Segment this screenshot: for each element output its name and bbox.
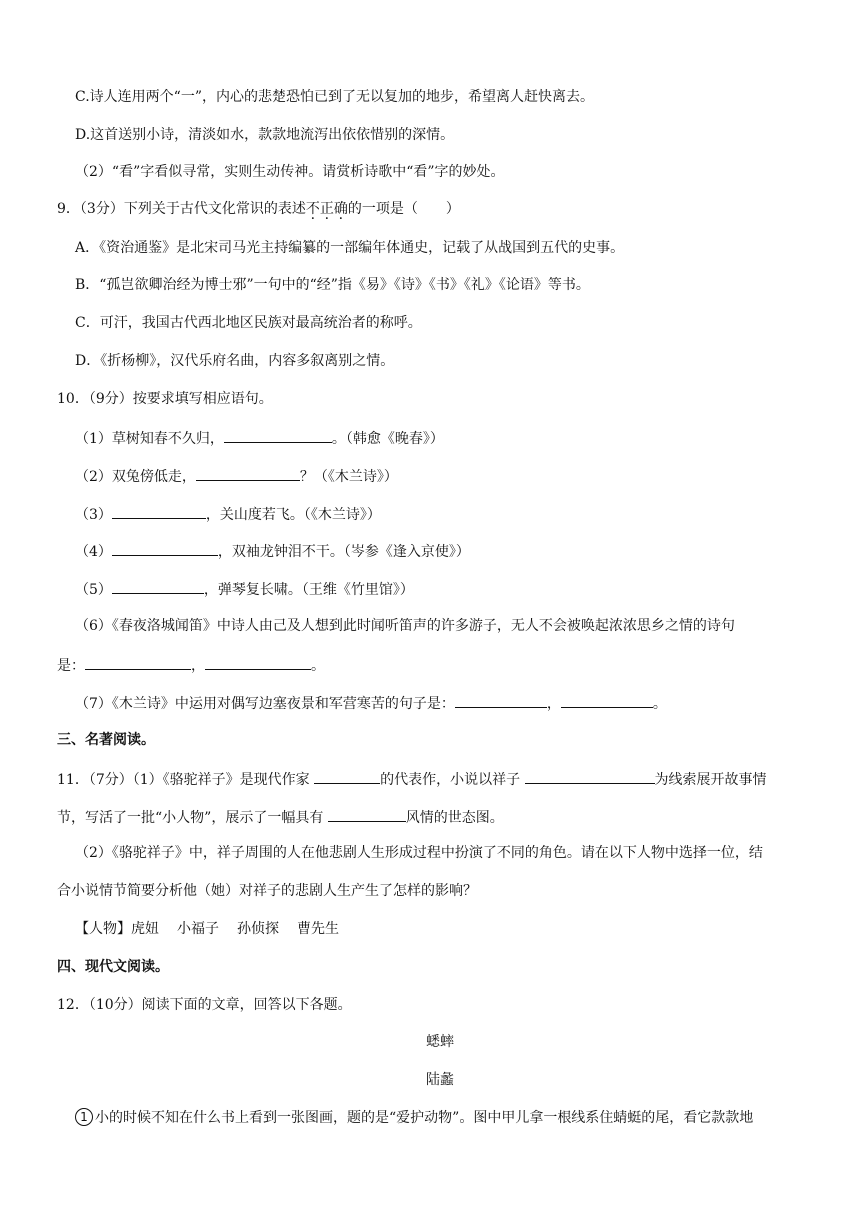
period: 。 (311, 658, 325, 674)
answer-blank[interactable] (455, 692, 547, 708)
answer-blank[interactable] (328, 806, 406, 822)
section-heading-3: 三、名著阅读。 (57, 732, 155, 748)
q11-subquestion-2-line2: 合小说情节简要分析他（她）对祥子的悲剧人生产生了怎样的影响？ (57, 883, 477, 899)
answer-blank[interactable] (525, 768, 655, 784)
q11-line2 (57, 806, 504, 828)
q8-option-d: D.这首送别小诗，清淡如水，款款地流泻出依依惜别的深情。 (75, 127, 455, 143)
q10-item-7 (75, 692, 667, 714)
q9-emphasis-char: 不 (305, 201, 320, 217)
q10-item-2-source: ？（《木兰诗》） (299, 469, 398, 485)
q8-subquestion-2: （2）“看”字看似寻常，实则生动传神。请赏析诗歌中“看”字的妙处。 (75, 164, 505, 180)
q9-option-a: A．《资治通鉴》是北宋司马光主持编纂的一部编年体通史，记载了从战国到五代的史事。 (75, 240, 625, 256)
answer-blank[interactable] (314, 768, 380, 784)
answer-blank[interactable] (112, 540, 218, 556)
q10-item-5 (75, 578, 414, 600)
section-heading-4: 四、现代文阅读。 (57, 959, 169, 975)
character-list-label: 【人物】 (75, 921, 131, 937)
q10-item-3 (75, 503, 381, 525)
q10-stem: 10．（9分）按要求填写相应语句。 (57, 391, 273, 407)
article-paragraph-1 (75, 1108, 753, 1128)
q10-item-4 (75, 540, 470, 562)
q11-text: 为线索展开故事情 (654, 772, 767, 788)
q12-stem: 12．（10分）阅读下面的文章，回答以下各题。 (57, 997, 352, 1013)
q9-stem-after: 的一项是（ ） (347, 201, 460, 217)
q11-text: 11．（7分）（1）《骆驼祥子》是现代作家 (57, 772, 315, 788)
q9-option-b: B．“孤岂欲卿治经为博士邪”一句中的“经”指《易》《诗》《书》《礼》《论语》等书。 (75, 277, 590, 293)
q10-item-5-text: ，弹琴复长啸。（王维《竹里馆》） (203, 582, 414, 598)
period: 。 (652, 696, 667, 712)
answer-blank[interactable] (196, 465, 300, 481)
q11-text: 风情的世态图。 (405, 810, 504, 826)
q10-item-1 (75, 427, 444, 449)
answer-blank[interactable] (561, 692, 653, 708)
character-name: 小福子 (177, 921, 219, 937)
answer-blank[interactable] (85, 654, 191, 670)
q10-item-3-number: （3） (75, 507, 112, 523)
q9-emphasis-char: 确 (333, 201, 348, 217)
q10-item-6-line2 (57, 654, 325, 676)
q11-text: 节，写活了一批“小人物”，展示了一幅具有 (57, 810, 328, 826)
q8-option-c: C.诗人连用两个“一”，内心的悲楚恐怕已到了无以复加的地步，希望离人赶快离去。 (75, 89, 594, 105)
q10-item-1-text: （1）草树知春不久归， (75, 431, 224, 447)
answer-blank[interactable] (224, 427, 332, 443)
q11-character-list (75, 919, 339, 939)
q11-line1 (57, 768, 767, 790)
answer-blank[interactable] (205, 654, 311, 670)
character-name: 孙侦探 (237, 921, 279, 937)
q9-stem-before: 9．（3分）下列关于古代文化常识的表述 (57, 201, 306, 217)
answer-blank[interactable] (112, 503, 206, 519)
q11-subquestion-2-line1: （2）《骆驼祥子》中，祥子周围的人在他悲剧人生形成过程中扮演了不同的角色。请在以下人物中选择一位，结 (75, 845, 763, 861)
q10-item-6-line1: （6）《春夜洛城闻笛》中诗人由己及人想到此时闻听笛声的许多游子，无人不会被唤起浓浓思乡之情的诗句 (75, 618, 735, 634)
q9-stem (57, 199, 460, 219)
comma: ， (546, 696, 561, 712)
q10-item-4-text: ，双袖龙钟泪不干。（岑参《逢入京使》） (217, 544, 470, 560)
q10-item-2 (75, 465, 398, 487)
q10-item-1-source: 。（韩愈《晚春》） (331, 431, 444, 447)
paragraph-number-circle: 1 (75, 1108, 93, 1126)
character-name: 虎妞 (131, 921, 159, 937)
q9-emphasis-char: 正 (319, 201, 334, 217)
q10-item-4-number: （4） (75, 544, 112, 560)
character-name: 曹先生 (297, 921, 339, 937)
answer-blank[interactable] (112, 578, 204, 594)
q10-item-5-number: （5） (75, 582, 112, 598)
q10-item-7-text: （7）《木兰诗》中运用对偶写边塞夜景和军营寒苦的句子是： (75, 696, 455, 712)
q9-option-c: C．可汗，我国古代西北地区民族对最高统治者的称呼。 (75, 315, 422, 331)
article-author: 陆蠡 (426, 1072, 454, 1088)
paragraph-text: 小的时候不知在什么书上看到一张图画，题的是“爱护动物”。图中甲儿拿一根线系住蜻蜓的尾，看它款款地 (95, 1110, 754, 1126)
q10-item-3-text: ，关山度若飞。（《木兰诗》） (205, 507, 381, 523)
q11-text: 的代表作，小说以祥子 (380, 772, 525, 788)
q10-item-6-label: 是： (57, 658, 85, 674)
comma: ， (191, 658, 205, 674)
q10-item-2-text: （2）双兔傍低走， (75, 469, 196, 485)
q9-option-d: D．《折杨柳》，汉代乐府名曲，内容多叙离别之情。 (75, 353, 395, 369)
article-title: 蟋蟀 (426, 1034, 454, 1050)
